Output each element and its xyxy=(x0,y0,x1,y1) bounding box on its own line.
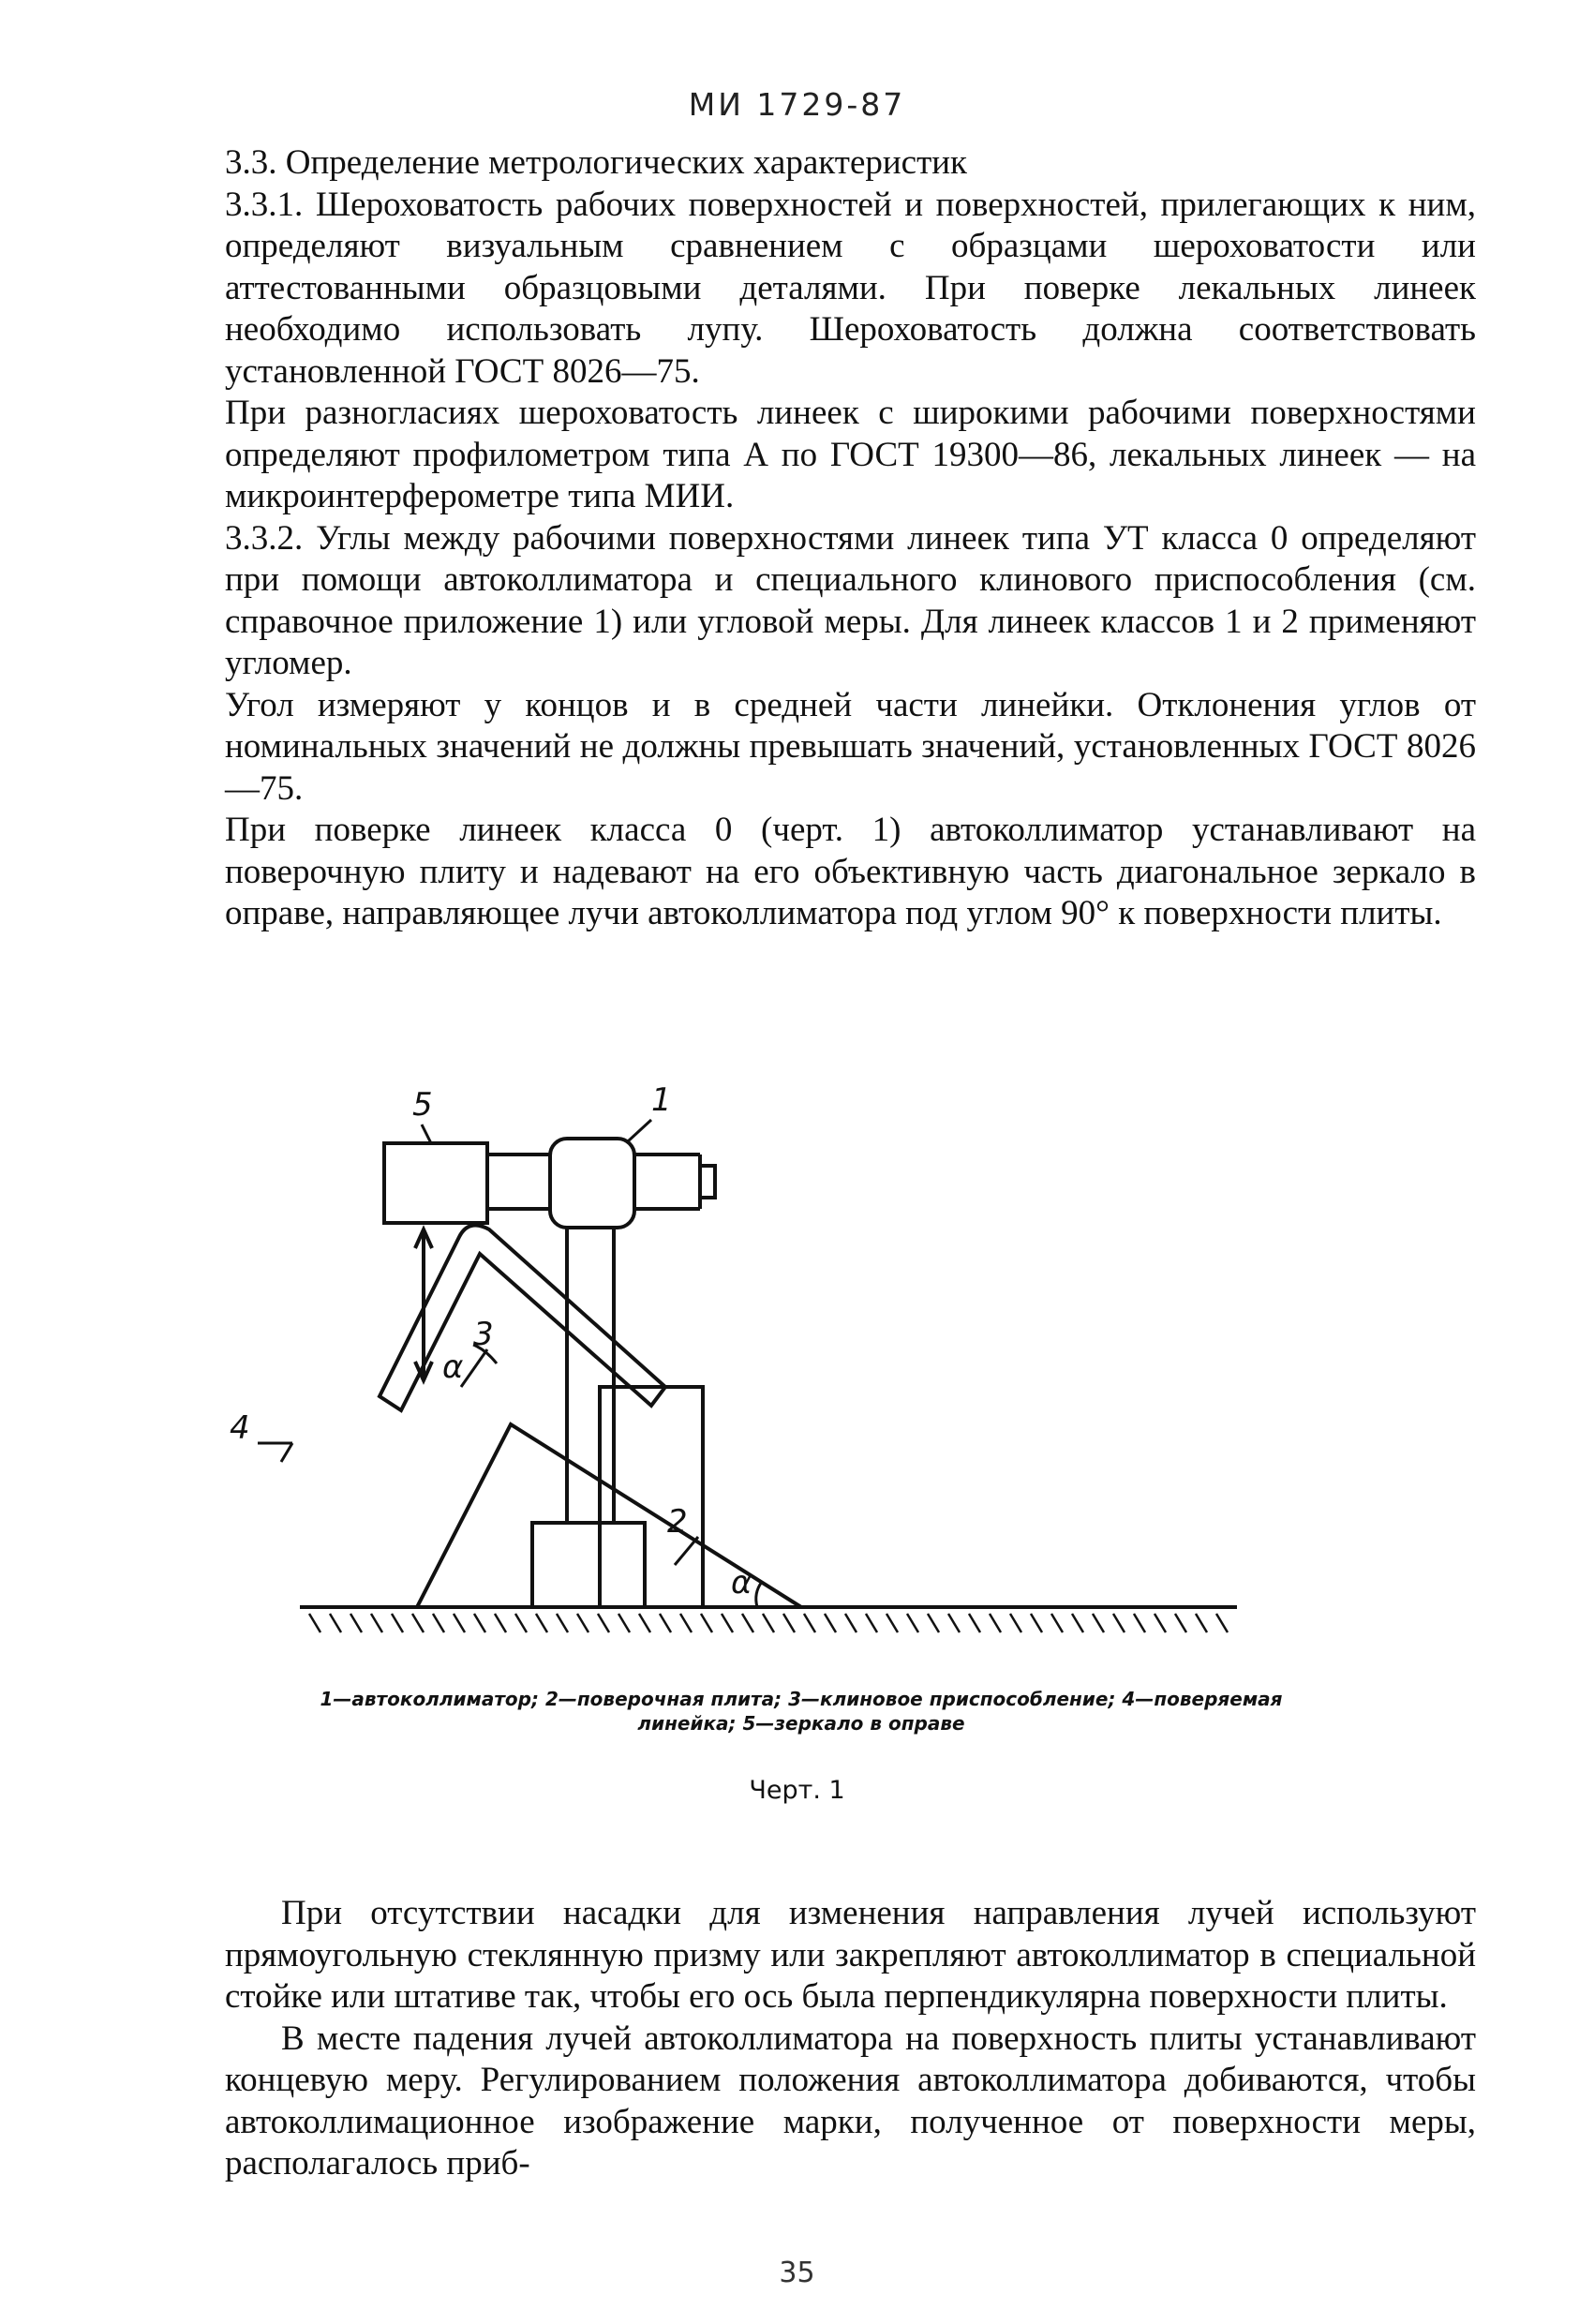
text-block-bottom xyxy=(225,1893,1476,2185)
document-header: МИ 1729-87 xyxy=(688,86,906,123)
paragraph-roughness-disputes: При разногласиях шероховатость линеек с широкими рабочими поверхностями определяют профилометром типа А по ГОСТ 19300—86, лекальных линеек — на микроинтерферометре типа МИИ. xyxy=(225,394,1476,515)
page-number: 35 xyxy=(779,2257,815,2289)
angle-label-lower: α xyxy=(731,1564,752,1601)
label-4: 4 xyxy=(230,1409,250,1447)
paragraph-3-3-1: 3.3.1. Шероховатость рабочих поверхностей и поверхностей, прилегающих к ним, определяют визуальным сравнением с образцами шероховатости или аттестованными образцовыми деталями. При поверке лекальных линеек необходимо использовать лупу. Шероховатость должна соответствовать установленной ГОСТ 8026—75. xyxy=(225,185,1476,391)
paragraph-class0-check: При поверке линеек класса 0 (черт. 1) автоколлиматор устанавливают на поверочную плиту и надевают на его объективную часть диагональное зеркало в оправе, направляющее лучи автоколлиматора под углом 90° к поверхности плиты. xyxy=(225,811,1476,932)
paragraph-gauge-block: В месте падения лучей автоколлиматора на поверхность плиты устанавливают концевую меру. Регулированием положения автоколлиматора добиваются, чтобы автоколлимационное изображение марки, полученное от поверхности меры, располагалось приб- xyxy=(225,2019,1476,2182)
paragraph-3-3-2: 3.3.2. Углы между рабочими поверхностями линеек типа УТ класса 0 определяют при помощи автоколлиматора и специального клинового приспособления (см. справочное приложение 1) или угловой меры. Для линеек классов 1 и 2 применяют угломер. xyxy=(225,518,1476,682)
surface-hatching xyxy=(309,1614,1228,1632)
paragraph-prism: При отсутствии насадки для изменения направления лучей используют прямоугольную стеклянную призму или закрепляют автоколлиматор в специальной стойке или штативе так, чтобы его ось была перпендикулярна поверхности плиты. xyxy=(225,1894,1476,2016)
stand-base xyxy=(532,1523,645,1607)
text-block-top xyxy=(225,142,1476,935)
label-1: 1 xyxy=(651,1081,672,1119)
label-5: 5 xyxy=(412,1086,433,1124)
section-title: 3.3. Определение метрологических характеристик xyxy=(225,143,968,182)
label-3: 3 xyxy=(473,1316,494,1353)
figure-title: Черт. 1 xyxy=(749,1776,845,1805)
angle-label-upper: α xyxy=(442,1348,464,1386)
eyepiece xyxy=(700,1166,715,1198)
autocollimator-head xyxy=(550,1139,634,1228)
mirror-mount xyxy=(384,1143,487,1223)
figure-1 xyxy=(230,1068,1293,1668)
autocollimator-diagram xyxy=(230,1068,1293,1668)
angle-arc-lower xyxy=(756,1582,762,1607)
paragraph-angle-measure: Угол измеряют у концов и в средней части линейки. Отклонения углов от номинальных значений не должны превышать значений, установленных ГОСТ 8026—75. xyxy=(225,685,1476,808)
label-2: 2 xyxy=(667,1503,688,1541)
figure-caption: 1—автоколлиматор; 2—поверочная плита; 3—клиновое приспособление; 4—поверяемая линейка; 5—зеркало в оправе xyxy=(320,1688,1283,1735)
